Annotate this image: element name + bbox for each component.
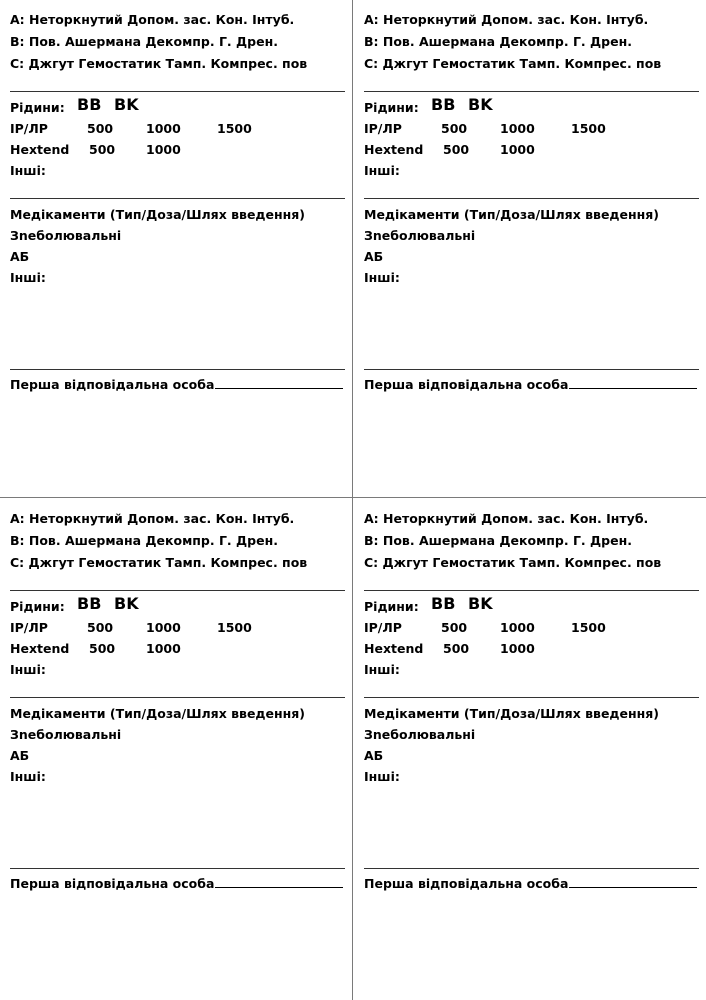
iv-1500: 1500 <box>571 121 606 136</box>
meds-ab: АБ <box>10 249 30 264</box>
divider <box>364 91 699 92</box>
iv-label: IP/ЛР <box>10 620 48 635</box>
fluids-label: Рідини: <box>10 100 65 115</box>
hextend-500: 500 <box>89 142 116 157</box>
meds-analgesic: Зneболювальні <box>364 727 476 742</box>
fluid-bk: BK <box>468 594 493 613</box>
iv-1000: 1000 <box>146 620 181 635</box>
line-a: А: Неторкнутий Допом. зас. Кон. Інтуб. <box>364 12 649 27</box>
iv-500: 500 <box>441 620 468 635</box>
divider <box>364 369 699 370</box>
fluid-bb: BB <box>77 95 102 114</box>
line-c: C: Джгут Гемостатик Тамп. Компрес. пов <box>10 56 308 71</box>
fluids-other: Інші: <box>10 163 46 178</box>
meds-other: Інші: <box>364 769 400 784</box>
iv-1000: 1000 <box>500 121 535 136</box>
casualty-card-top-left <box>10 10 345 410</box>
divider <box>10 868 345 869</box>
iv-500: 500 <box>87 620 114 635</box>
meds-other: Інші: <box>10 769 46 784</box>
hextend-1000: 1000 <box>146 641 181 656</box>
meds-title: Медікаменти (Тип/Доза/Шлях введення) <box>10 207 306 222</box>
iv-1500: 1500 <box>217 121 252 136</box>
meds-other: Інші: <box>364 270 400 285</box>
iv-1500: 1500 <box>217 620 252 635</box>
fluids-label: Рідини: <box>10 599 65 614</box>
hextend-label: Hextend <box>364 641 424 656</box>
divider <box>10 198 345 199</box>
casualty-card-bottom-right <box>364 509 699 909</box>
iv-500: 500 <box>441 121 468 136</box>
iv-1000: 1000 <box>500 620 535 635</box>
meds-ab: АБ <box>364 249 384 264</box>
meds-other: Інші: <box>10 270 46 285</box>
meds-title: Медікаменти (Тип/Доза/Шлях введення) <box>364 207 660 222</box>
responder-label: Перша відповідальна особа <box>10 377 215 392</box>
hextend-500: 500 <box>89 641 116 656</box>
fluid-bb: BB <box>431 594 456 613</box>
line-c: C: Джгут Гемостатик Тамп. Компрес. пов <box>364 56 662 71</box>
hextend-500: 500 <box>443 641 470 656</box>
line-c: C: Джгут Гемостатик Тамп. Компрес. пов <box>364 555 662 570</box>
fluid-bk: BK <box>114 95 139 114</box>
divider <box>10 369 345 370</box>
line-b: B: Пов. Ашермана Декомпр. Г. Дрен. <box>364 533 632 548</box>
signature-line <box>215 876 343 888</box>
meds-title: Медікаменти (Тип/Доза/Шлях введення) <box>364 706 660 721</box>
line-a: А: Неторкнутий Допом. зас. Кон. Інтуб. <box>364 511 649 526</box>
meds-analgesic: Зneболювальні <box>364 228 476 243</box>
divider <box>364 590 699 591</box>
line-c: C: Джгут Гемостатик Тамп. Компрес. пов <box>10 555 308 570</box>
hextend-1000: 1000 <box>146 142 181 157</box>
meds-title: Медікаменти (Тип/Доза/Шлях введення) <box>10 706 306 721</box>
divider <box>10 697 345 698</box>
meds-analgesic: Зneболювальні <box>10 727 122 742</box>
divider <box>10 91 345 92</box>
signature-line <box>569 377 697 389</box>
fluids-label: Рідини: <box>364 599 419 614</box>
casualty-card-bottom-left <box>10 509 345 909</box>
responder-line <box>364 377 697 393</box>
divider <box>364 868 699 869</box>
hextend-label: Hextend <box>364 142 424 157</box>
iv-1000: 1000 <box>146 121 181 136</box>
fluid-bk: BK <box>468 95 493 114</box>
responder-line <box>10 377 343 393</box>
iv-label: IP/ЛР <box>10 121 48 136</box>
iv-1500: 1500 <box>571 620 606 635</box>
fluids-other: Інші: <box>364 163 400 178</box>
meds-analgesic: Зneболювальні <box>10 228 122 243</box>
iv-label: IP/ЛР <box>364 121 402 136</box>
casualty-card-top-right <box>364 10 699 410</box>
vertical-cut-line <box>352 0 353 1000</box>
divider <box>364 198 699 199</box>
iv-label: IP/ЛР <box>364 620 402 635</box>
fluids-label: Рідини: <box>364 100 419 115</box>
meds-ab: АБ <box>364 748 384 763</box>
responder-label: Перша відповідальна особа <box>10 876 215 891</box>
fluids-other: Інші: <box>364 662 400 677</box>
line-b: B: Пов. Ашермана Декомпр. Г. Дрен. <box>10 34 278 49</box>
hextend-label: Hextend <box>10 142 70 157</box>
fluid-bb: BB <box>431 95 456 114</box>
fluid-bb: BB <box>77 594 102 613</box>
line-a: А: Неторкнутий Допом. зас. Кон. Інтуб. <box>10 511 295 526</box>
line-b: B: Пов. Ашермана Декомпр. Г. Дрен. <box>364 34 632 49</box>
responder-line <box>364 876 697 892</box>
meds-ab: АБ <box>10 748 30 763</box>
responder-label: Перша відповідальна особа <box>364 876 569 891</box>
divider <box>10 590 345 591</box>
fluid-bk: BK <box>114 594 139 613</box>
line-a: А: Неторкнутий Допом. зас. Кон. Інтуб. <box>10 12 295 27</box>
responder-label: Перша відповідальна особа <box>364 377 569 392</box>
line-b: B: Пов. Ашермана Декомпр. Г. Дрен. <box>10 533 278 548</box>
hextend-1000: 1000 <box>500 641 535 656</box>
iv-500: 500 <box>87 121 114 136</box>
hextend-1000: 1000 <box>500 142 535 157</box>
horizontal-cut-line <box>0 497 706 498</box>
signature-line <box>215 377 343 389</box>
divider <box>364 697 699 698</box>
fluids-other: Інші: <box>10 662 46 677</box>
hextend-500: 500 <box>443 142 470 157</box>
responder-line <box>10 876 343 892</box>
signature-line <box>569 876 697 888</box>
hextend-label: Hextend <box>10 641 70 656</box>
